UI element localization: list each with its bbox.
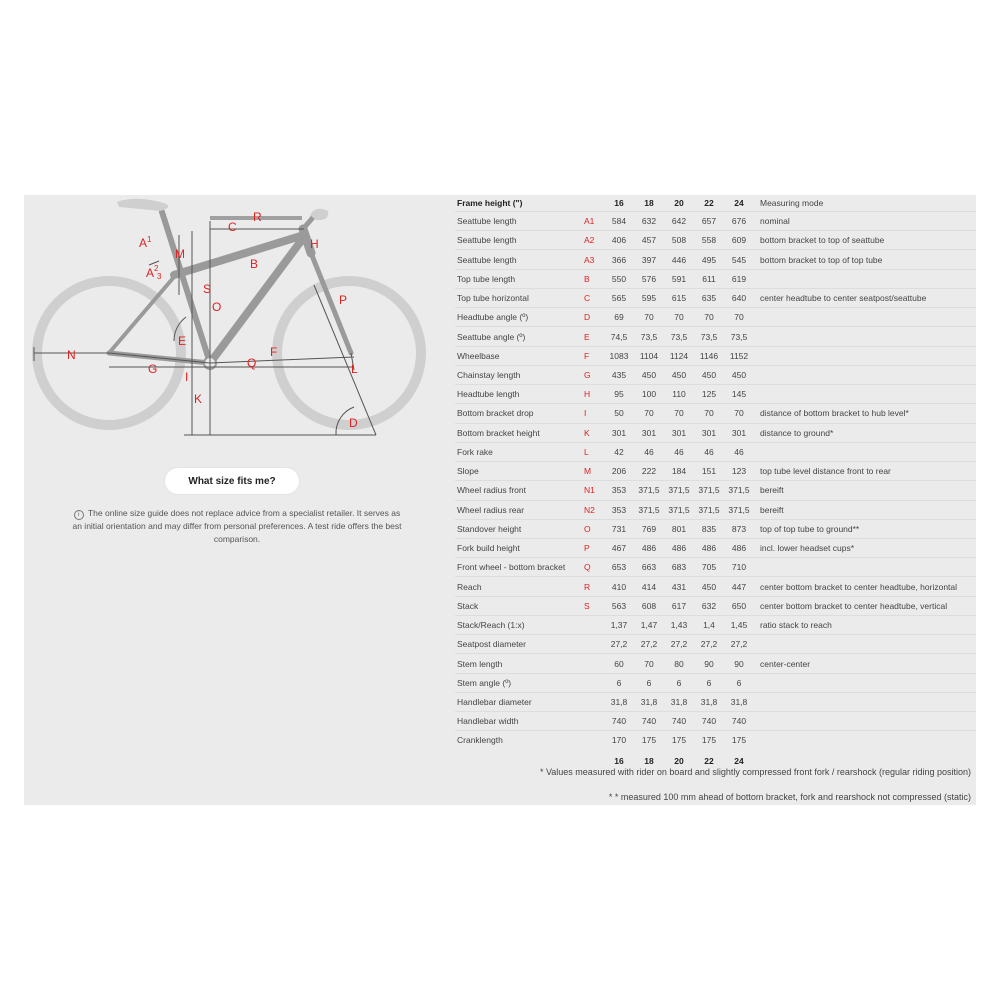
row-value: 206 [604,462,634,481]
row-name: Slope [455,462,580,481]
row-value: 371,5 [634,500,664,519]
what-size-fits-me-button[interactable]: What size fits me? [165,468,299,494]
row-measuring-mode: incl. lower headset cups* [754,538,976,557]
row-value: 611 [694,269,724,288]
row-value: 371,5 [694,481,724,500]
row-value: 301 [604,423,634,442]
row-value: 1104 [634,346,664,365]
table-row [455,308,976,327]
row-value: 73,5 [634,327,664,346]
row-measuring-mode [754,308,976,327]
footnote-riding-position: * Values measured with rider on board and slightly compressed front fork / rearshock (regular riding position) [539,767,971,777]
row-value: 222 [634,462,664,481]
row-name: Stem length [455,654,580,673]
row-value: 184 [664,462,694,481]
row-value: 175 [664,731,694,750]
row-code: H [580,385,604,404]
row-value: 683 [664,558,694,577]
size-footer: 22 [704,755,714,766]
table-row [455,673,976,692]
row-value: 6 [664,673,694,692]
label-B: B [250,257,259,271]
row-value: 447 [724,577,754,596]
row-value: 550 [604,269,634,288]
label-L: L [351,362,358,376]
row-value: 6 [694,673,724,692]
table-row [455,635,976,654]
row-measuring-mode [754,635,976,654]
row-value: 457 [634,231,664,250]
row-measuring-mode: center bottom bracket to center headtube, vertical [754,596,976,615]
table-row [455,288,976,307]
row-value: 90 [694,654,724,673]
size-guide-panel [24,195,976,805]
row-value: 31,8 [694,692,724,711]
row-name: Seattube length [455,212,580,231]
label-N: N [67,348,76,362]
size-header: 22 [704,198,714,208]
row-value: 508 [664,231,694,250]
row-value: 740 [724,712,754,731]
row-value: 558 [694,231,724,250]
row-measuring-mode: center-center [754,654,976,673]
table-row [455,692,976,711]
row-value: 653 [604,558,634,577]
table-row [455,577,976,596]
row-value: 563 [604,596,634,615]
row-value: 70 [664,404,694,423]
row-measuring-mode: ratio stack to reach [754,615,976,634]
label-D: D [349,416,358,430]
row-name: Stack/Reach (1:x) [455,615,580,634]
dimension-lines [34,217,376,435]
table-row [455,615,976,634]
table-row [455,500,976,519]
row-value: 769 [634,519,664,538]
row-value: 27,2 [694,635,724,654]
row-measuring-mode: distance of bottom bracket to hub level* [754,404,976,423]
row-value: 73,5 [694,327,724,346]
row-measuring-mode: nominal [754,212,976,231]
label-A2: $A^2$ [146,264,159,280]
row-value: 710 [724,558,754,577]
row-name: Reach [455,577,580,596]
row-value: 145 [724,385,754,404]
row-measuring-mode [754,673,976,692]
row-value: 353 [604,481,634,500]
row-name: Standover height [455,519,580,538]
row-value: 366 [604,250,634,269]
table-row [455,231,976,250]
row-value: 642 [664,212,694,231]
row-value: 1,45 [724,615,754,634]
row-value: 1124 [664,346,694,365]
row-value: 46 [694,442,724,461]
row-value: 6 [634,673,664,692]
row-value: 450 [694,365,724,384]
table-row [455,346,976,365]
row-value: 486 [664,538,694,557]
row-value: 650 [724,596,754,615]
row-name: Handlebar diameter [455,692,580,711]
table-row [455,712,976,731]
row-value: 42 [604,442,634,461]
row-value: 74,5 [604,327,634,346]
row-code: E [580,327,604,346]
label-A1: $A^1$ [139,235,152,250]
table-row [455,519,976,538]
row-value: 70 [634,404,664,423]
row-name: Stem angle (º) [455,673,580,692]
row-value: 435 [604,365,634,384]
row-value: 46 [724,442,754,461]
row-value: 1,47 [634,615,664,634]
row-code: B [580,269,604,288]
row-name: Headtube length [455,385,580,404]
label-Q: Q [247,356,257,370]
row-measuring-mode: bottom bracket to top of top tube [754,250,976,269]
table-row [455,654,976,673]
label-P: P [339,293,348,307]
size-header: 18 [644,198,654,208]
row-measuring-mode [754,692,976,711]
row-value: 467 [604,538,634,557]
row-measuring-mode [754,712,976,731]
row-measuring-mode: top of top tube to ground** [754,519,976,538]
row-value: 615 [664,288,694,307]
row-name: Bottom bracket drop [455,404,580,423]
row-measuring-mode [754,327,976,346]
row-measuring-mode: bottom bracket to top of seattube [754,231,976,250]
row-code [580,673,604,692]
row-value: 27,2 [724,635,754,654]
row-name: Headtube angle (º) [455,308,580,327]
row-value: 584 [604,212,634,231]
row-code: F [580,346,604,365]
table-row [455,731,976,750]
row-name: Bottom bracket height [455,423,580,442]
row-value: 70 [634,308,664,327]
row-value: 450 [634,365,664,384]
row-value: 617 [664,596,694,615]
saddle [117,199,168,211]
row-name: Seattube length [455,250,580,269]
row-measuring-mode [754,346,976,365]
row-value: 6 [724,673,754,692]
row-value: 371,5 [664,481,694,500]
table-row [455,462,976,481]
label-C: C [228,220,237,234]
row-value: 31,8 [664,692,694,711]
row-value: 731 [604,519,634,538]
geometry-table [455,195,976,772]
table-row [455,442,976,461]
row-value: 1152 [724,346,754,365]
row-value: 1,37 [604,615,634,634]
row-name: Chainstay length [455,365,580,384]
size-header: 24 [734,198,744,208]
row-value: 595 [634,288,664,307]
row-code: N1 [580,481,604,500]
row-value: 591 [664,269,694,288]
row-value: 31,8 [634,692,664,711]
row-name: Seattube length [455,231,580,250]
row-value: 353 [604,500,634,519]
row-measuring-mode: bereift [754,481,976,500]
table-row [455,269,976,288]
size-guide-disclaimer [72,507,402,545]
info-icon: i [74,510,84,520]
label-I: I [185,370,189,384]
row-value: 50 [604,404,634,423]
row-value: 397 [634,250,664,269]
row-measuring-mode [754,558,976,577]
row-value: 73,5 [664,327,694,346]
geometry-table-body [455,212,976,750]
table-header-row [455,195,976,212]
row-code: C [580,288,604,307]
table-row [455,385,976,404]
row-value: 1,43 [664,615,694,634]
row-measuring-mode [754,731,976,750]
row-code: L [580,442,604,461]
label-F: F [270,345,278,359]
row-value: 740 [664,712,694,731]
row-value: 450 [724,365,754,384]
row-value: 170 [604,731,634,750]
row-value: 70 [694,404,724,423]
row-value: 619 [724,269,754,288]
row-code: D [580,308,604,327]
row-value: 676 [724,212,754,231]
row-value: 608 [634,596,664,615]
row-value: 175 [694,731,724,750]
row-value: 1146 [694,346,724,365]
row-code [580,692,604,711]
row-value: 663 [634,558,664,577]
row-value: 27,2 [604,635,634,654]
row-measuring-mode [754,385,976,404]
row-value: 46 [634,442,664,461]
row-value: 27,2 [634,635,664,654]
row-value: 95 [604,385,634,404]
row-measuring-mode [754,442,976,461]
row-code: N2 [580,500,604,519]
row-value: 431 [664,577,694,596]
row-value: 632 [694,596,724,615]
table-row [455,404,976,423]
label-A3: 3 [157,272,162,281]
row-value: 70 [724,308,754,327]
row-value: 545 [724,250,754,269]
row-value: 576 [634,269,664,288]
size-header: 20 [674,198,684,208]
size-footer: 24 [734,755,744,766]
row-value: 632 [634,212,664,231]
row-name: Top tube horizontal [455,288,580,307]
label-E: E [178,334,187,348]
row-value: 705 [694,558,724,577]
label-R: R [253,210,262,224]
row-value: 60 [604,654,634,673]
row-code: M [580,462,604,481]
row-value: 31,8 [724,692,754,711]
row-name: Stack [455,596,580,615]
row-value: 110 [664,385,694,404]
label-M: M [175,247,185,261]
table-row [455,558,976,577]
table-row [455,327,976,346]
row-value: 873 [724,519,754,538]
size-footer: 18 [644,755,654,766]
row-value: 90 [724,654,754,673]
row-name: Front wheel - bottom bracket [455,558,580,577]
row-value: 486 [724,538,754,557]
row-value: 486 [694,538,724,557]
row-value: 301 [724,423,754,442]
row-measuring-mode [754,365,976,384]
table-row [455,250,976,269]
label-S: S [203,282,212,296]
row-value: 495 [694,250,724,269]
row-code: O [580,519,604,538]
row-value: 301 [664,423,694,442]
row-value: 450 [694,577,724,596]
measuring-mode-header: Measuring mode [760,198,824,208]
row-value: 1,4 [694,615,724,634]
row-name: Wheel radius rear [455,500,580,519]
row-name: Seattube angle (º) [455,327,580,346]
row-value: 70 [724,404,754,423]
table-row [455,481,976,500]
row-code [580,654,604,673]
row-code: K [580,423,604,442]
row-name: Fork build height [455,538,580,557]
row-name: Top tube length [455,269,580,288]
row-value: 123 [724,462,754,481]
row-value: 740 [634,712,664,731]
row-value: 640 [724,288,754,307]
row-value: 73,5 [724,327,754,346]
row-name: Seatpost diameter [455,635,580,654]
row-code [580,731,604,750]
frame-height-header: Frame height (") [457,198,523,208]
row-value: 301 [694,423,724,442]
row-value: 46 [664,442,694,461]
row-value: 175 [724,731,754,750]
label-K: K [194,392,203,406]
row-name: Handlebar width [455,712,580,731]
row-code [580,712,604,731]
row-value: 31,8 [604,692,634,711]
row-value: 609 [724,231,754,250]
row-value: 70 [664,308,694,327]
size-footer: 20 [674,755,684,766]
row-code [580,615,604,634]
row-code: I [580,404,604,423]
row-value: 635 [694,288,724,307]
row-value: 175 [634,731,664,750]
row-measuring-mode: top tube level distance front to rear [754,462,976,481]
row-value: 151 [694,462,724,481]
row-value: 1083 [604,346,634,365]
row-code: A1 [580,212,604,231]
table-row [455,538,976,557]
row-code: A2 [580,231,604,250]
row-value: 125 [694,385,724,404]
row-value: 100 [634,385,664,404]
row-value: 301 [634,423,664,442]
row-value: 740 [604,712,634,731]
bike-geometry-diagram [24,195,454,455]
row-value: 406 [604,231,634,250]
row-name: Wheel radius front [455,481,580,500]
row-code [580,635,604,654]
row-value: 657 [694,212,724,231]
table-row [455,365,976,384]
row-value: 446 [664,250,694,269]
row-measuring-mode: center headtube to center seatpost/seattube [754,288,976,307]
row-value: 371,5 [694,500,724,519]
size-header: 16 [614,198,624,208]
row-value: 486 [634,538,664,557]
table-row [455,596,976,615]
row-value: 835 [694,519,724,538]
row-code: Q [580,558,604,577]
label-G: G [148,362,158,376]
row-measuring-mode: center bottom bracket to center headtube, horizontal [754,577,976,596]
row-value: 371,5 [634,481,664,500]
disclaimer-text: The online size guide does not replace advice from a specialist retailer. It serves as an initial orientation and may differ from personal preferences. A test ride offers the best comparison. [72,508,402,544]
row-value: 410 [604,577,634,596]
row-code: S [580,596,604,615]
label-O: O [212,300,222,314]
row-value: 740 [694,712,724,731]
row-value: 565 [604,288,634,307]
row-value: 371,5 [724,481,754,500]
row-value: 6 [604,673,634,692]
row-measuring-mode: bereift [754,500,976,519]
row-code: R [580,577,604,596]
row-measuring-mode [754,269,976,288]
footnote-static: * * measured 100 mm ahead of bottom bracket, fork and rearshock not compressed (static) [608,792,971,802]
row-value: 450 [664,365,694,384]
row-value: 70 [634,654,664,673]
row-name: Fork rake [455,442,580,461]
row-name: Cranklength [455,731,580,750]
row-code: A3 [580,250,604,269]
row-value: 27,2 [664,635,694,654]
table-row [455,423,976,442]
label-H: H [310,237,319,251]
table-row [455,212,976,231]
size-footer: 16 [614,755,624,766]
row-name: Wheelbase [455,346,580,365]
row-value: 69 [604,308,634,327]
row-value: 371,5 [664,500,694,519]
row-code: G [580,365,604,384]
row-value: 414 [634,577,664,596]
row-code: P [580,538,604,557]
row-value: 70 [694,308,724,327]
row-value: 801 [664,519,694,538]
row-value: 371,5 [724,500,754,519]
row-value: 80 [664,654,694,673]
row-measuring-mode: distance to ground* [754,423,976,442]
